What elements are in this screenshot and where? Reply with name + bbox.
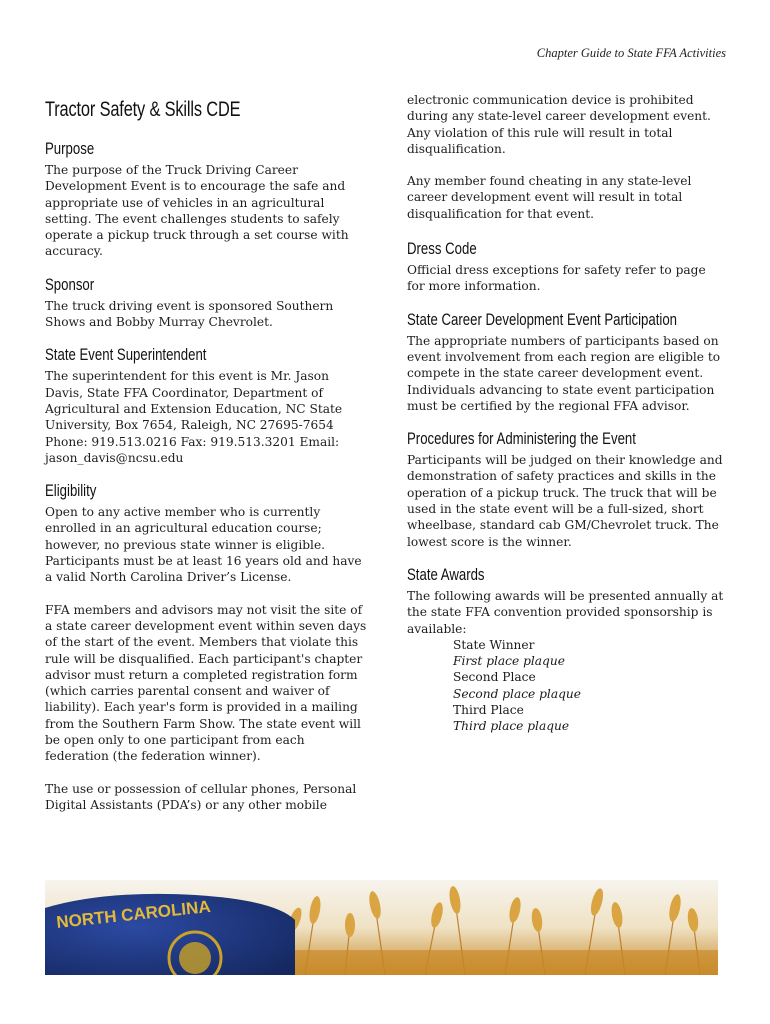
awards-text: The following awards will be presented annually at the state FFA convention provided sponsorship is available:: [407, 588, 724, 636]
award-item: Second place plaque: [453, 686, 581, 701]
ffa-banner-image: [45, 880, 718, 975]
page-title: Tractor Safety & Skills CDE: [45, 98, 241, 121]
right-column: [407, 92, 727, 751]
superintendent-heading: State Event Superintendent: [45, 346, 207, 365]
eligibility-paragraph-2: FFA members and advisors may not visit the site of a state career development event within seven days of the start of the event. Members that violate this rule will be disqualified. Each participant's chapter advisor must return a completed registration form (which carries parental consent and waiver of liability). Each year's form is provided in a mailing from the Southern Farm Show. The state event will be open only to one participant from each federation (the federation winner).: [45, 602, 367, 764]
awards-section: [407, 566, 727, 735]
running-header: Chapter Guide to State FFA Activities: [536, 46, 726, 60]
procedures-text: Participants will be judged on their knowledge and demonstration of safety practices and skills in the operation of a pickup truck. The truck that will be used in the state event will be a full-sized, short wheelbase, standard cab GM/Chevrolet truck. The lowest score is the winner.: [407, 453, 723, 549]
participation-text: The appropriate numbers of participants based on event involvement from each region are eligible to compete in the state career development event. Individuals advancing to state event participation must be certified by the regional FFA advisor.: [407, 333, 721, 413]
ffa-jacket: [45, 894, 295, 975]
participation-heading: State Career Development Event Participation: [407, 310, 678, 329]
eligibility-section: [45, 482, 367, 813]
dress-code-text: Official dress exceptions for safety refer to page for more information.: [407, 263, 706, 294]
purpose-text: The purpose of the Truck Driving Career Development Event is to encourage the safe and appropriate use of vehicles in an agricultural setting. The event challenges students to safely operate a pickup truck through a set course with accuracy.: [45, 163, 349, 259]
awards-heading: State Awards: [407, 565, 485, 584]
cheating-text: Any member found cheating in any state-level career development event will result in total disqualification for that event.: [407, 174, 692, 221]
dress-code-heading: Dress Code: [407, 240, 477, 259]
procedures-heading: Procedures for Administering the Event: [407, 430, 636, 449]
sponsor-section: [45, 276, 367, 331]
award-item: State Winner: [453, 637, 535, 652]
award-item: First place plaque: [453, 654, 565, 669]
left-column: [45, 92, 367, 829]
procedures-section: [407, 430, 727, 550]
sponsor-heading: Sponsor: [45, 275, 95, 294]
dress-code-section: [407, 240, 727, 295]
jacket-text: NORTH CAROLINA: [55, 896, 212, 932]
sponsor-text: The truck driving event is sponsored Southern Shows and Bobby Murray Chevrolet.: [45, 298, 334, 330]
superintendent-section: [45, 346, 367, 466]
eligibility-paragraph-3: The use or possession of cellular phones, Personal Digital Assistants (PDA’s) or any other mobile: [45, 781, 357, 812]
eligibility-paragraph-1: Open to any active member who is currently enrolled in an agricultural education course; however, no previous state winner is eligible. Participants must be at least 16 years old and have a valid North Carolina Driver’s License.: [45, 505, 362, 585]
purpose-heading: Purpose: [45, 140, 95, 158]
superintendent-text: The superintendent for this event is Mr. Jason Davis, State FFA Coordinator, Department of Agricultural and Extension Education, NC State University, Box 7654, Raleigh, NC 27695-7654 Phone: 919.513.0216 Fax: 919.513.3201 Email: jason_davis@ncsu.edu: [45, 369, 343, 465]
purpose-section: [45, 140, 367, 260]
awards-list: [453, 637, 727, 735]
award-item: Third place plaque: [453, 719, 570, 734]
award-item: Third Place: [453, 703, 524, 718]
participation-section: [407, 311, 727, 414]
eligibility-heading: Eligibility: [45, 482, 97, 501]
continued-text: electronic communication device is prohibited during any state-level career development event. Any violation of this rule will result in total disqualification.: [407, 93, 711, 156]
award-item: Second Place: [453, 670, 536, 685]
